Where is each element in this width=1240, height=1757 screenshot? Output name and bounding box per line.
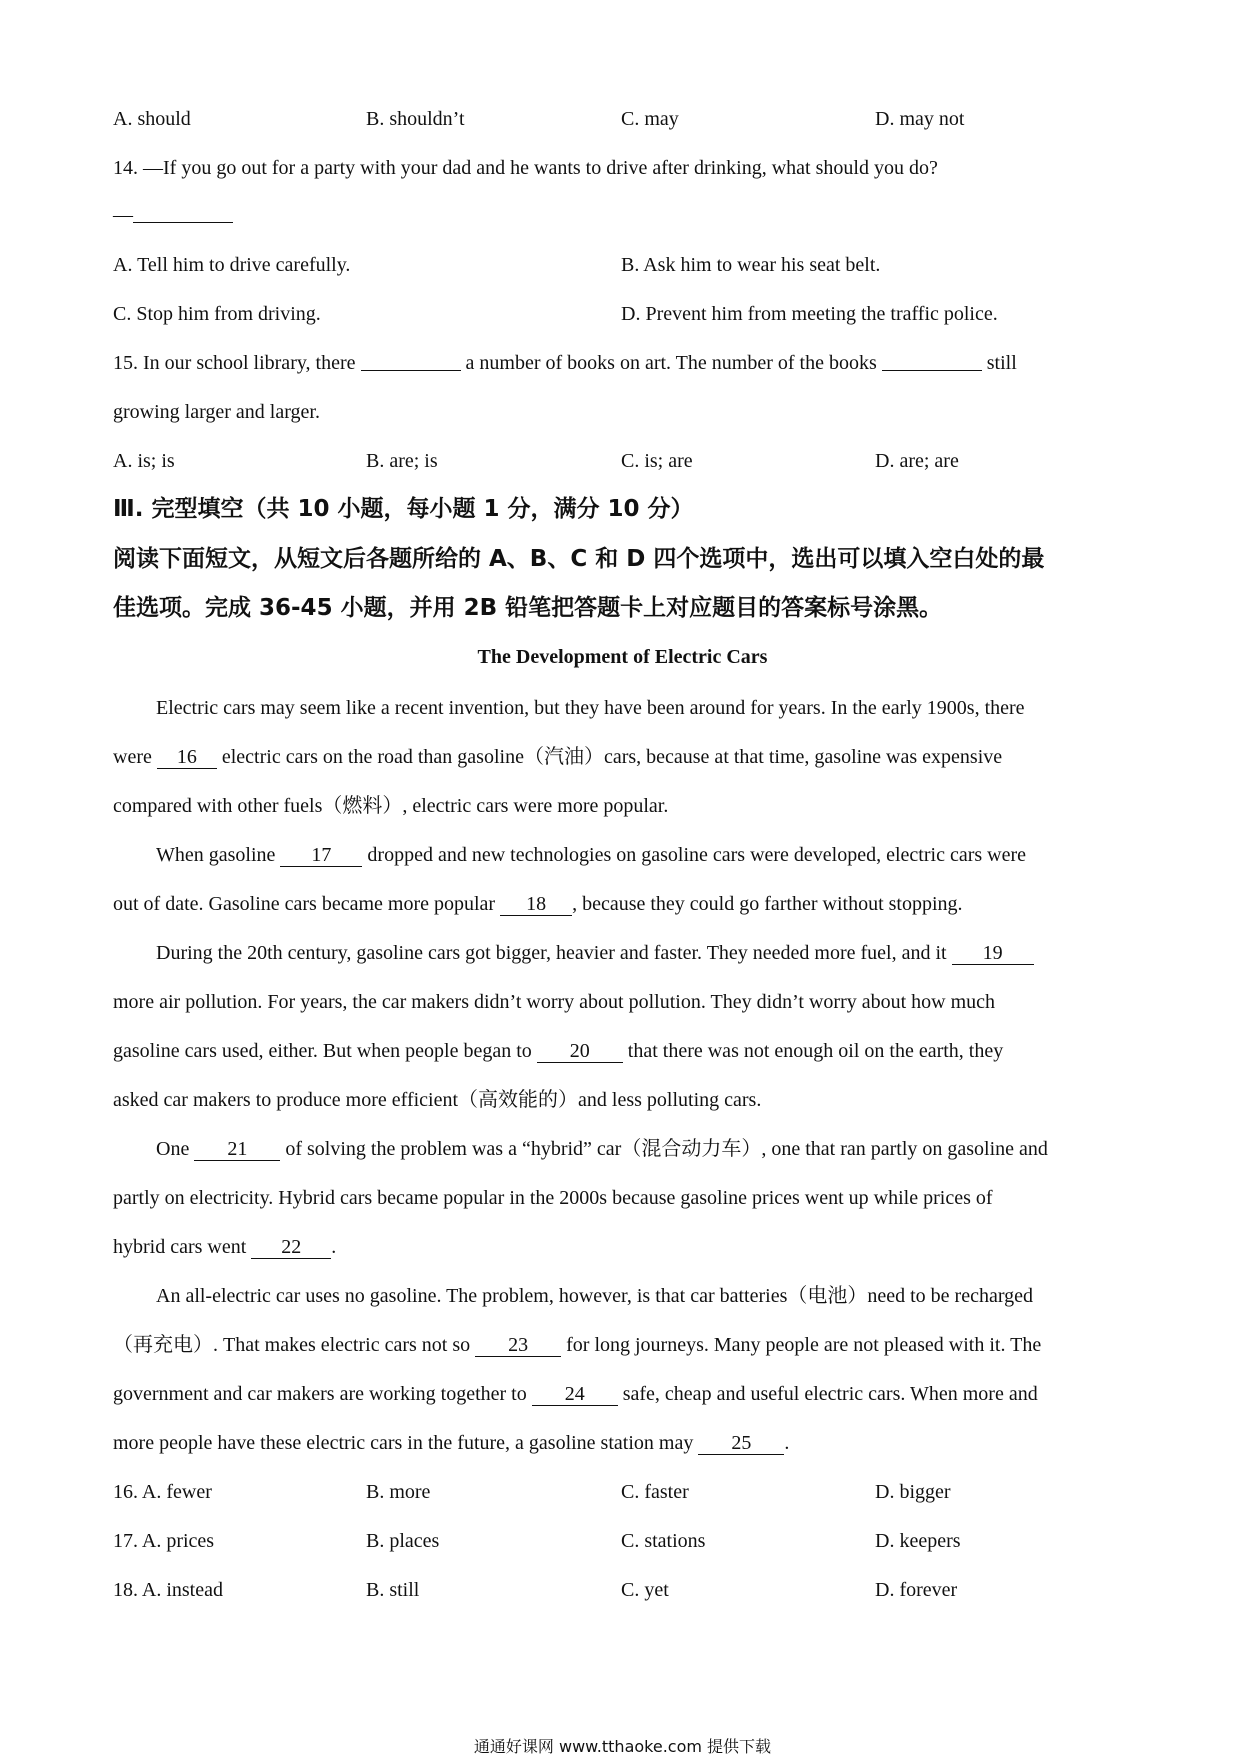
q18-option-c: C. yet <box>621 1579 669 1601</box>
text-segment: of solving the problem was a “hybrid” car（混合动力车）, one that ran partly on gasoline and <box>285 1138 1048 1160</box>
passage-title: The Development of Electric Cars <box>477 646 768 668</box>
text-segment: more people have these electric cars in the future, a gasoline station may <box>113 1432 694 1454</box>
passage-p4-line2: partly on electricity. Hybrid cars became popular in the 2000s because gasoline prices went up while prices of <box>113 1187 993 1209</box>
blank-22: 22 <box>251 1236 331 1259</box>
text-segment: During the 20th century, gasoline cars got bigger, heavier and faster. They needed more fuel, and it <box>156 942 947 964</box>
text-segment: for long journeys. Many people are not pleased with it. The <box>566 1334 1042 1356</box>
text-segment: hybrid cars went <box>113 1236 247 1258</box>
q14-answer-line <box>113 202 233 228</box>
q15-option-c: C. is; are <box>621 450 693 472</box>
passage-p3-line3 <box>113 1038 1003 1064</box>
q14-option-a: A. Tell him to drive carefully. <box>113 254 351 276</box>
blank-25: 25 <box>698 1432 784 1455</box>
q15-stem-line2: growing larger and larger. <box>113 401 320 423</box>
text-segment: gasoline cars used, either. But when people began to <box>113 1040 532 1062</box>
q15-stem <box>113 350 1017 376</box>
text-segment: electric cars on the road than gasoline（汽油）cars, because at that time, gasoline was expensive <box>221 746 1003 768</box>
section-3-heading: Ⅲ. 完型填空（共 10 小题，每小题 1 分，满分 10 分） <box>113 496 694 522</box>
blank-16: 16 <box>157 746 217 769</box>
text-segment: government and car makers are working together to <box>113 1383 527 1405</box>
blank-19: 19 <box>952 942 1034 965</box>
passage-p1-line1: Electric cars may seem like a recent invention, but they have been around for years. In the early 1900s, there <box>156 697 1025 719</box>
passage-p1-line2 <box>113 744 1002 770</box>
q18-option-a: 18. A. instead <box>113 1579 223 1601</box>
q14-option-b: B. Ask him to wear his seat belt. <box>621 254 881 276</box>
q17-option-d: D. keepers <box>875 1530 961 1552</box>
q16-option-d: D. bigger <box>875 1481 951 1503</box>
q15-option-b: B. are; is <box>366 450 438 472</box>
q13-option-d: D. may not <box>875 108 965 130</box>
q18-option-b: B. still <box>366 1579 420 1601</box>
text-segment: that there was not enough oil on the earth, they <box>627 1040 1004 1062</box>
text-segment: were <box>113 746 152 768</box>
q13-option-c: C. may <box>621 108 679 130</box>
section-3-instruction-2: 佳选项。完成 36-45 小题，并用 2B 铅笔把答题卡上对应题目的答案标号涂黑。 <box>113 595 943 621</box>
q15-part1: 15. In our school library, there <box>113 352 356 374</box>
q14-dash: — <box>113 204 133 226</box>
passage-p1-line3: compared with other fuels（燃料）, electric cars were more popular. <box>113 795 669 817</box>
q17-option-b: B. places <box>366 1530 440 1552</box>
page-footer: 通通好课网 www.tthaoke.com 提供下载 <box>473 1737 772 1756</box>
q14-stem: 14. —If you go out for a party with your dad and he wants to drive after drinking, what should you do? <box>113 157 938 179</box>
text-segment: . <box>784 1432 790 1454</box>
q17-option-a: 17. A. prices <box>113 1530 215 1552</box>
section-3-instruction-1: 阅读下面短文，从短文后各题所给的 A、B、C 和 D 四个选项中，选出可以填入空白处的最 <box>113 546 1045 572</box>
passage-p5-line4 <box>113 1430 789 1456</box>
text-segment: safe, cheap and useful electric cars. When more and <box>622 1383 1038 1405</box>
q14-option-d: D. Prevent him from meeting the traffic police. <box>621 303 998 325</box>
passage-p3-line4: asked car makers to produce more efficient（高效能的）and less polluting cars. <box>113 1089 762 1111</box>
passage-p5-line3 <box>113 1381 1038 1407</box>
passage-p2-line2 <box>113 891 963 917</box>
text-segment: （再充电）. That makes electric cars not so <box>113 1334 471 1356</box>
q13-option-a: A. should <box>113 108 191 130</box>
q15-option-a: A. is; is <box>113 450 175 472</box>
text-segment: out of date. Gasoline cars became more popular <box>113 893 496 915</box>
q16-option-a: 16. A. fewer <box>113 1481 212 1503</box>
q15-part3: still <box>986 352 1017 374</box>
text-segment: , because they could go farther without stopping. <box>572 893 963 915</box>
text-segment: One <box>156 1138 190 1160</box>
passage-p3-line1 <box>156 940 1034 966</box>
passage-p5-line2 <box>113 1332 1041 1358</box>
q13-option-b: B. shouldn’t <box>366 108 465 130</box>
passage-p4-line1 <box>156 1136 1048 1162</box>
passage-p5-line1: An all-electric car uses no gasoline. The problem, however, is that car batteries（电池）need to be recharged <box>156 1285 1034 1307</box>
q15-option-d: D. are; are <box>875 450 959 472</box>
passage-p2-line1 <box>156 842 1026 868</box>
blank-18: 18 <box>500 893 572 916</box>
blank-17: 17 <box>280 844 362 867</box>
q16-option-c: C. faster <box>621 1481 689 1503</box>
blank-20: 20 <box>537 1040 623 1063</box>
q14-option-c: C. Stop him from driving. <box>113 303 321 325</box>
q18-option-d: D. forever <box>875 1579 958 1601</box>
q16-option-b: B. more <box>366 1481 431 1503</box>
text-segment: . <box>331 1236 337 1258</box>
passage-p4-line3 <box>113 1234 336 1260</box>
q15-part2: a number of books on art. The number of the books <box>465 352 877 374</box>
q17-option-c: C. stations <box>621 1530 706 1552</box>
blank-21: 21 <box>194 1138 280 1161</box>
q14-blank <box>133 202 233 223</box>
text-segment: dropped and new technologies on gasoline cars were developed, electric cars were <box>367 844 1027 866</box>
blank-24: 24 <box>532 1383 618 1406</box>
passage-p3-line2: more air pollution. For years, the car makers didn’t worry about pollution. They didn’t worry about how much <box>113 991 996 1013</box>
blank-23: 23 <box>475 1334 561 1357</box>
q15-blank-2 <box>882 350 982 371</box>
text-segment: When gasoline <box>156 844 276 866</box>
q15-blank-1 <box>361 350 461 371</box>
